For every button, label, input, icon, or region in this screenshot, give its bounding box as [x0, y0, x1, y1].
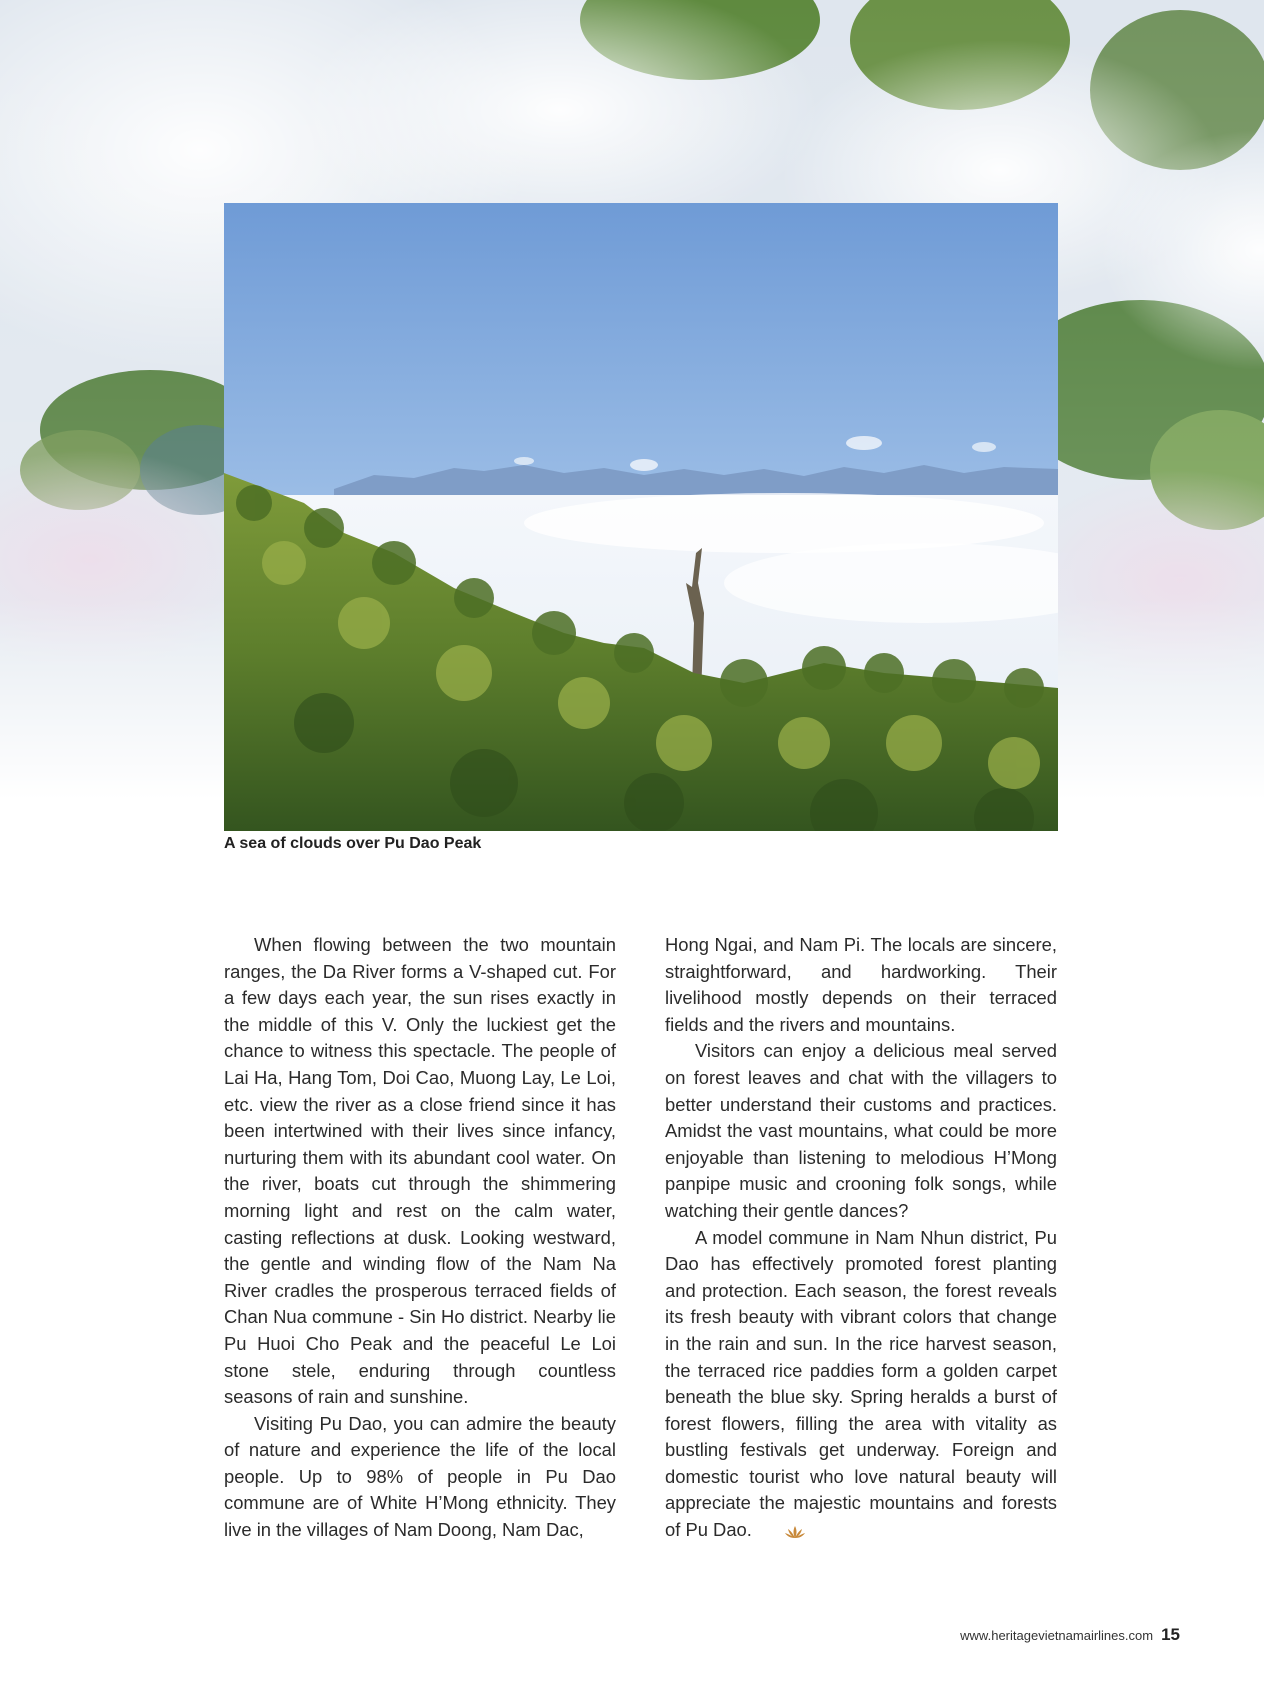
page-number: 15: [1161, 1625, 1180, 1644]
sea-of-clouds-photo: [224, 203, 1058, 831]
article-left-column: [224, 932, 616, 1544]
article-paragraph-continuation: Hong Ngai, and Nam Pi. The locals are sincere, straightforward, and hardworking. Their livelihood mostly depends on their terraced fields and the rivers and mountains.: [665, 934, 1057, 1035]
photo-caption: A sea of clouds over Pu Dao Peak: [224, 835, 482, 852]
lotus-icon: [754, 1520, 806, 1547]
page-footer: [960, 1625, 1180, 1645]
website-url: www.heritagevietnamairlines.com: [960, 1628, 1154, 1643]
article-paragraph: When flowing between the two mountain ranges, the Da River forms a V-shaped cut. For a few days each year, the sun rises exactly in the middle of this V. Only the luckiest get the chance to witness this spectacle. The people of Lai Ha, Hang Tom, Doi Cao, Muong Lay, Le Loi, etc. view the river as a close friend since it has been intertwined with their lives since infancy, nurturing them with its abundant cool water. On the river, boats cut through the shimmering morning light and rest on the calm water, casting reflections at dusk. Looking westward, the gentle and winding flow of the Nam Na River cradles the prosperous terraced fields of Chan Nua commune - Sin Ho district. Nearby lie Pu Huoi Cho Peak and the peaceful Le Loi stone stele, enduring through countless seasons of rain and sunshine.: [224, 934, 616, 1408]
article-paragraph: Visitors can enjoy a delicious meal served on forest leaves and chat with the villagers to better understand their customs and practices. Amidst the vast mountains, what could be more enjoyable than listening to melodious H’Mong panpipe music and crooning folk songs, while watching their gentle dances?: [665, 1040, 1057, 1221]
article-right-column: [665, 932, 1057, 1547]
article-paragraph-final: [665, 1225, 1057, 1547]
article-final-text: A model commune in Nam Nhun district, Pu Dao has effectively promoted forest planting and protection. Each season, the forest reveals its fresh beauty with vibrant colors that change in the rain and sun. In the rice harvest season, the terraced rice paddies form a golden carpet beneath the blue sky. Spring heralds a burst of forest flowers, filling the area with vitality as bustling festivals get underway. Foreign and domestic tourist who love natural beauty will appreciate the majestic mountains and forests of Pu Dao.: [665, 1226, 1057, 1541]
article-paragraph: Visiting Pu Dao, you can admire the beauty of nature and experience the life of the local people. Up to 98% of people in Pu Dao commune are of White H’Mong ethnicity. They live in the villages of Nam Doong, Nam Dac,: [224, 1412, 616, 1541]
